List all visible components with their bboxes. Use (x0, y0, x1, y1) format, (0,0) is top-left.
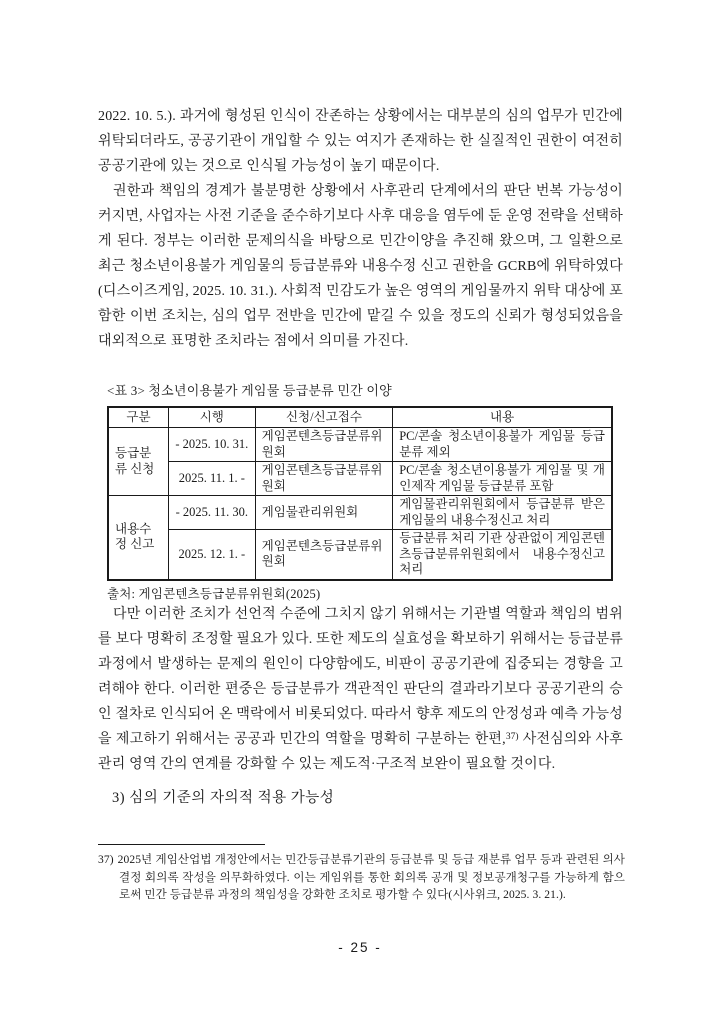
cell-agency: 게임콘텐츠등급분류위원회 (255, 530, 393, 580)
cell-agency: 게임콘텐츠등급분류위원회 (255, 462, 393, 496)
footnote-marker: 37) (98, 854, 114, 866)
cell-period: - 2025. 11. 30. (168, 496, 255, 530)
paragraph: 권한과 책임의 경계가 불분명한 상황에서 사후관리 단계에서의 판단 번복 가능성이 커지면, 사업자는 사전 기준을 준수하기보다 사후 대응을 염두에 둔 운영 전략을 선택하게 된다. 정부는 이러한 문제의식을 바탕으로 민간이양을 추진해 왔으며, 그 일환으로 최근 청소년이용불가 게임물의 등급분류와 내용수정 신고 권한을 GCRB에 위탁하였다(디스이즈게임, 2025. 10. 31.). 사회적 민감도가 높은 영역의 게임물까지 위탁 대상에 포함한 이번 조치는, 심의 업무 전반을 민간에 맡길 수 있을 정도의 신뢰가 형성되었음을 대외적으로 표명한 조치라는 점에서 의미를 가진다. (98, 184, 623, 349)
footnote-area (98, 844, 625, 905)
table-source: 출처: 게임콘텐츠등급분류위원회(2025) (107, 586, 321, 601)
page-number: - 25 - (338, 940, 382, 955)
paragraph-text: 사전심의와 사후관리 영역 간의 연계를 강화할 수 있는 제도적·구조적 보완이 필요할 것이다. (98, 731, 623, 772)
cell-description: PC/콘솔 청소년이용불가 게임물 및 개인제작 게임물 등급분류 포함 (393, 462, 612, 496)
section-heading: 3) 심의 기준의 자의적 적용 가능성 (112, 789, 335, 806)
table-header-row (108, 407, 612, 428)
footnote (98, 852, 625, 905)
cell-description: PC/콘솔 청소년이용불가 게임물 등급분류 제외 (393, 428, 612, 462)
table-row (108, 462, 612, 496)
footnote-separator-line (98, 844, 265, 845)
footnote-reference: 37) (505, 731, 519, 742)
cell-period: 2025. 11. 1. - (168, 462, 255, 496)
footnote-text: 2025년 게임산업법 개정안에서는 민간등급분류기관의 등급분류 및 등급 재분류 업무 등과 관련된 의사 결정 회의록 작성을 의무화하였다. 이는 게임위를 통한 회의록 공개 및 정보공개청구를 가능하게 함으로써 민간 등급분류 과정의 책임성을 강화한 조치로 평가할 수 있다(시사위크, 2025. 3. 21.). (117, 854, 625, 901)
cell-description: 게임물관리위원회에서 등급분류 받은 게임물의 내용수정신고 처리 (393, 496, 612, 530)
cell-agency: 게임물관리위원회 (255, 496, 393, 530)
paragraph (98, 602, 623, 777)
table-row (108, 530, 612, 580)
table-header-period: 시행 (168, 407, 255, 428)
table-header-description: 내용 (393, 407, 612, 428)
table-block (107, 382, 613, 602)
cell-period: 2025. 12. 1. - (168, 530, 255, 580)
cell-agency: 게임콘텐츠등급분류위원회 (255, 428, 393, 462)
data-table (107, 406, 613, 581)
row-group-label-rating: 등급분류 신청 (108, 428, 168, 496)
table-row (108, 496, 612, 530)
cell-period: - 2025. 10. 31. (168, 428, 255, 462)
table-header-category: 구분 (108, 407, 168, 428)
paragraph-continuation: 2022. 10. 5.). 과거에 형성된 인식이 잔존하는 상황에서는 대부분의 심의 업무가 민간에 위탁되더라도, 공공기관이 개입할 수 있는 여지가 존재하는 한 실질적인 권한이 여전히 공공기관에 있는 것으로 인식될 가능성이 높기 때문이다. (98, 109, 623, 174)
table-header-agency: 신청/신고접수 (255, 407, 393, 428)
row-group-label-content-change: 내용수정 신고 (108, 496, 168, 580)
cell-description: 등급분류 처리 기관 상관없이 게임콘텐츠등급분류위원회에서 내용수정신고 처리 (393, 530, 612, 580)
table-row (108, 428, 612, 462)
table-caption: <표 3> 청소년이용불가 게임물 등급분류 민간 이양 (107, 383, 392, 398)
page-content (98, 104, 623, 809)
paragraph-text: 다만 이러한 조치가 선언적 수준에 그치지 않기 위해서는 기관별 역할과 책임의 범위를 보다 명확히 조정할 필요가 있다. 또한 제도의 실효성을 확보하기 위해서는 등급분류 과정에서 발생하는 문제의 원인이 다양함에도, 비판이 공공기관에 집중되는 경향을 고려해야 한다. 이러한 편중은 등급분류가 객관적인 판단의 결과라기보다 공공기관의 승인 절차로 인식되어 온 맥락에서 비롯되었다. 따라서 향후 제도의 안정성과 예측 가능성을 제고하기 위해서는 공공과 민간의 역할을 명확히 구분하는 한편, (98, 606, 623, 747)
